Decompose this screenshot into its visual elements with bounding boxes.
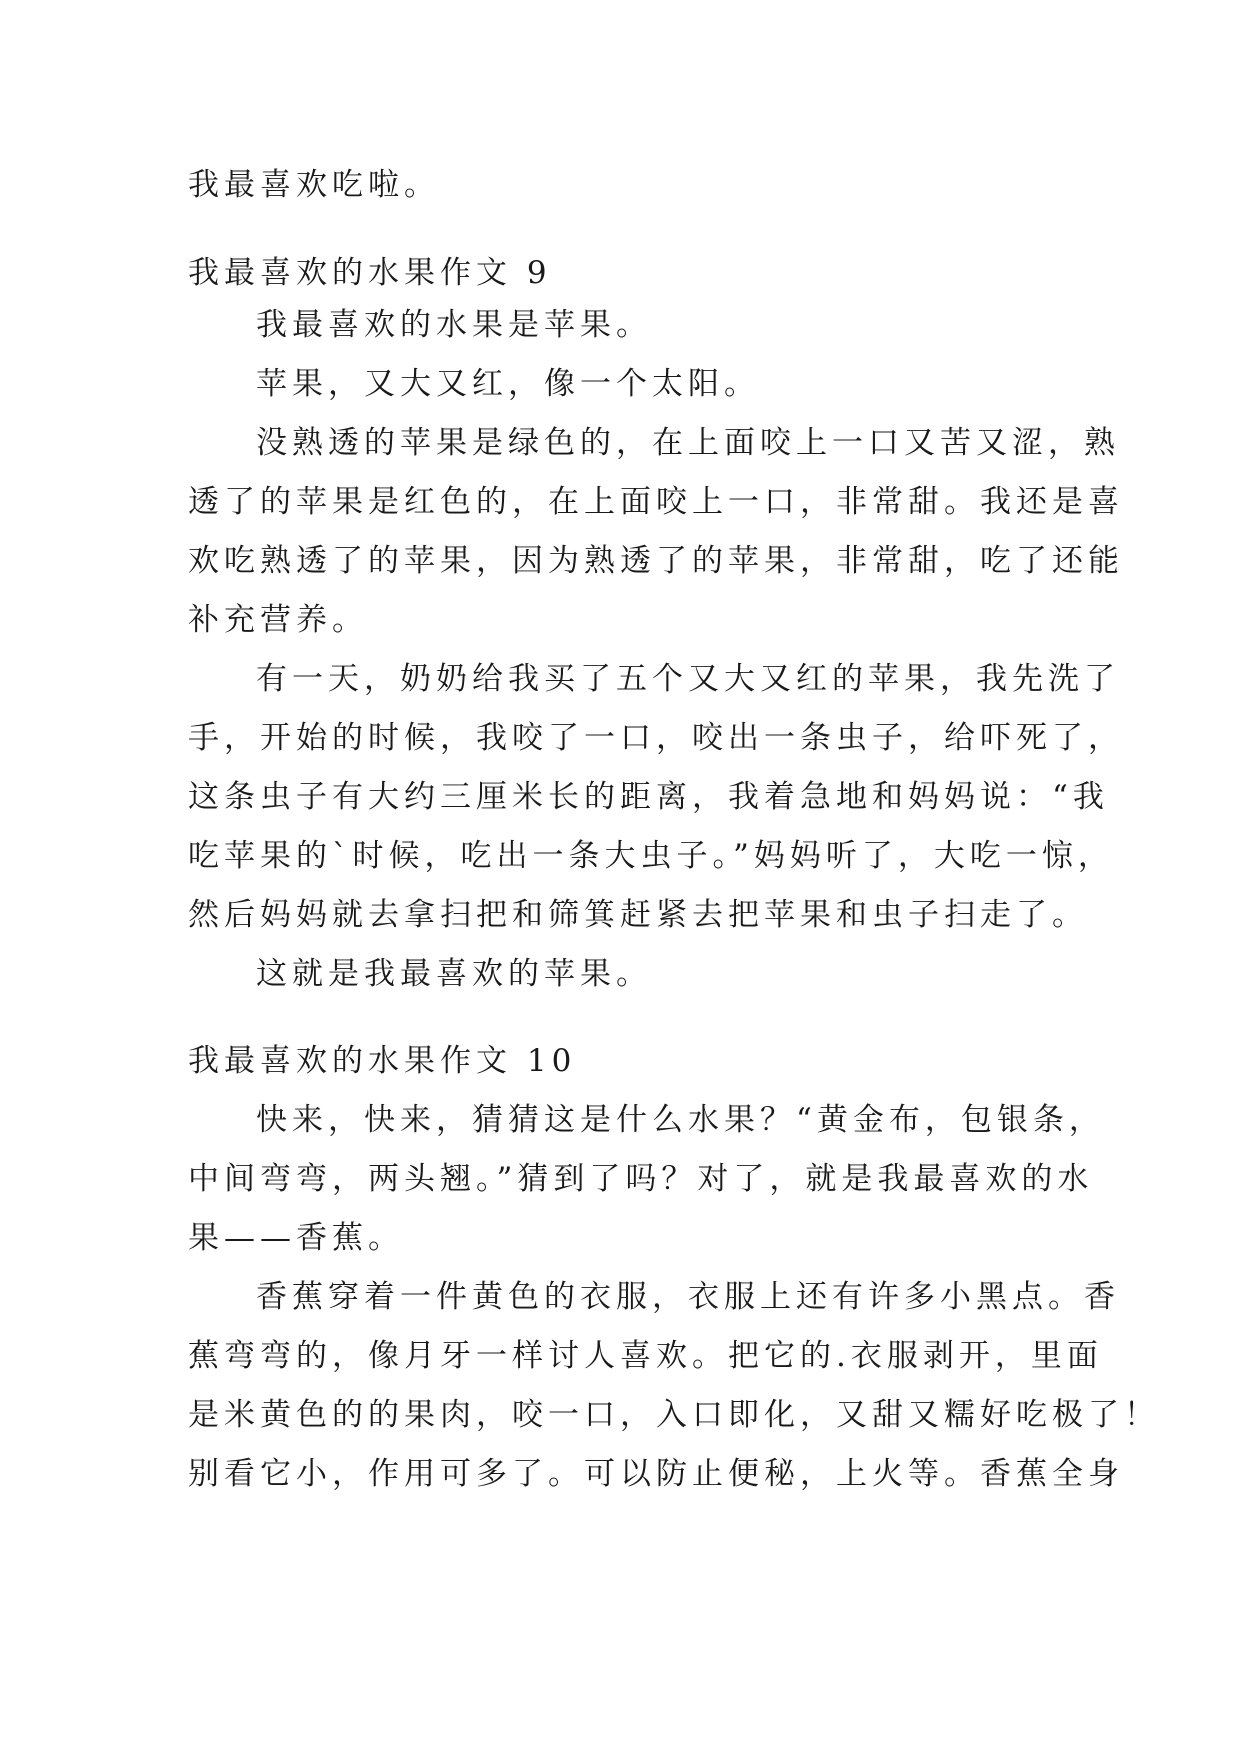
paragraph-line: 这就是我最喜欢的苹果。 [256, 956, 652, 992]
paragraph-line: 然后妈妈就去拿扫把和筛箕赶紧去把苹果和虫子扫走了。 [188, 897, 1088, 933]
paragraph-line: 果——香蕉。 [188, 1220, 404, 1256]
paragraph-line: 苹果，又大又红，像一个太阳。 [256, 366, 760, 402]
paragraph-line: 吃苹果的`时候，吃出一条大虫子。”妈妈听了，大吃一惊， [188, 838, 1114, 874]
paragraph-line: 欢吃熟透了的苹果，因为熟透了的苹果，非常甜，吃了还能 [188, 543, 1124, 579]
paragraph-line: 快来，快来，猜猜这是什么水果？“黄金布，包银条， [256, 1102, 1105, 1138]
paragraph-line: 有一天，奶奶给我买了五个又大又红的苹果，我先洗了 [256, 661, 1120, 697]
paragraph-line: 透了的苹果是红色的，在上面咬上一口，非常甜。我还是喜 [188, 484, 1124, 520]
paragraph-line: 蕉弯弯的，像月牙一样讨人喜欢。把它的.衣服剥开，里面 [188, 1338, 1103, 1374]
paragraph-line: 没熟透的苹果是绿色的，在上面咬上一口又苦又涩，熟 [256, 425, 1120, 461]
paragraph-line: 补充营养。 [188, 602, 368, 638]
paragraph-line: 我最喜欢吃啦。 [188, 167, 440, 203]
paragraph-line: 这条虫子有大约三厘米长的距离，我着急地和妈妈说：“我 [188, 779, 1109, 815]
paragraph-line: 香蕉穿着一件黄色的衣服，衣服上还有许多小黑点。香 [256, 1279, 1120, 1315]
section-title: 我最喜欢的水果作文 10 [188, 1043, 577, 1079]
paragraph-line: 手，开始的时候，我咬了一口，咬出一条虫子，给吓死了， [188, 720, 1124, 756]
section-title: 我最喜欢的水果作文 9 [188, 255, 552, 291]
paragraph-line: 中间弯弯，两头翘。”猜到了吗？对了，就是我最喜欢的水 [188, 1161, 1094, 1197]
paragraph-line: 别看它小，作用可多了。可以防止便秘，上火等。香蕉全身 [188, 1456, 1124, 1492]
paragraph-line: 我最喜欢的水果是苹果。 [256, 307, 652, 343]
paragraph-line: 是米黄色的的果肉，咬一口，入口即化，又甜又糯好吃极了！ [188, 1397, 1160, 1433]
